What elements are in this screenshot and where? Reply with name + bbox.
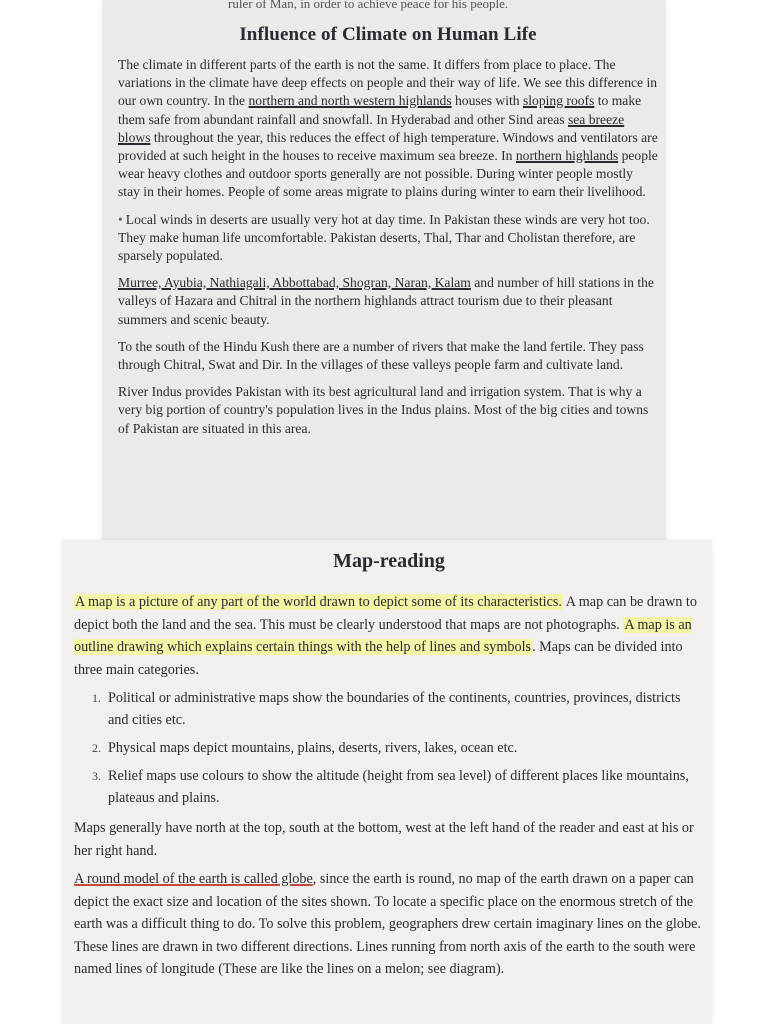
directions-paragraph: Maps generally have north at the top, south at the bottom, west at the left hand of the reader and east at his or her right hand. (74, 820, 694, 859)
underlined-phrase: northern highlands (515, 148, 619, 164)
hill-stations-paragraph: Murree, Ayubia, Nathiagali, Abbottabad, Shogran, Naran, Kalam and number of hill stations in the valleys of Hazara and Chitral in the northern highlands attract tourism due to their pleasant summers and scenic beauty. (118, 275, 654, 327)
underlined-phrase: sea breeze blows (118, 111, 625, 145)
underlined-phrase: Murree, Ayubia, Nathiagali, Abbottabad, Shogran, Naran, Kalam (118, 275, 471, 291)
underlined-phrase: A round model of the earth is called globe (74, 871, 313, 887)
highlighted-definition: A map is a picture of any part of the world drawn to depict some of its characteristics. (75, 594, 562, 610)
underlined-phrase: northern and north western highlands (248, 93, 452, 109)
bottom-page (74, 546, 704, 987)
globe-paragraph: A round model of the earth is called globe, since the earth is round, no map of the earth drawn on a paper can depict the exact size and location of the sites shown. To locate a specific place on the enormous stretch of the earth was a difficult thing to do. To solve this problem, geographers drew certain imaginary lines on the globe. These lines are drawn in two different directions. Lines running from north axis of the earth to the south were named lines of longitude (These are like the lines on a melon; see diagram). (74, 871, 701, 977)
indus-paragraph: River Indus provides Pakistan with its best agricultural land and irrigation system. That is why a very big portion of country's population lives in the Indus plains. Most of the big cities and towns of Pakistan are situated in this area. (118, 384, 649, 436)
deserts-paragraph: • Local winds in deserts are usually very hot at day time. In Pakistan these winds are very hot too. They make human life uncomfortable. Pakistan deserts, Thal, Thar and Cholistan therefore, are sparsely populated. (118, 211, 658, 266)
list-item: 1. Political or administrative maps show the boundaries of the continents, countries, provinces, districts and cities etc. (92, 690, 681, 728)
top-page (118, 0, 658, 447)
hindu-kush-paragraph: To the south of the Hindu Kush there are a number of rivers that make the land fertile. They pass through Chitral, Swat and Dir. In the villages of these valleys people farm and cultivate land. (118, 338, 644, 373)
section-title: Map-reading (333, 550, 445, 572)
page-title: Influence of Climate on Human Life (239, 24, 537, 45)
runover-line: ruler of Man, in order to achieve peace for his people. (228, 0, 509, 11)
list-item: 3. Relief maps use colours to show the altitude (height from sea level) of different places like mountains, plateaus and plains. (92, 768, 689, 806)
highlighted-definition: A map is an outline drawing which explains certain things with the help of lines and symbols (74, 616, 692, 655)
map-categories-list (92, 687, 704, 809)
map-intro-paragraph: A map is a picture of any part of the world drawn to depict some of its characteristics. A map can be drawn to depict both the land and the sea. This must be clearly understood that maps are not photographs. A map is an outline drawing which explains certain things with the help of lines and symbols. Maps can be divided into three main categories. (74, 594, 697, 678)
climate-paragraph: The climate in different parts of the earth is not the same. It differs from place to place. The variations in the climate have deep effects on people and their way of life. We see this difference in our own country. In the northern and north western highlands houses with sloping roofs to make them safe from abundant rainfall and snowfall. In Hyderabad and other Sind areas sea breeze blows throughout the year, this reduces the effect of high temperature. Windows and ventilators are provided at such height in the houses to receive maximum sea breeze. In northern highlands people wear heavy clothes and outdoor sports generally are not possible. During winter people mostly stay in their homes. People of some areas migrate to plains during winter to earn their livelihood. (118, 57, 658, 200)
underlined-phrase: sloping roofs (522, 93, 595, 109)
list-item: 2. Physical maps depict mountains, plains, deserts, rivers, lakes, ocean etc. (92, 740, 518, 756)
